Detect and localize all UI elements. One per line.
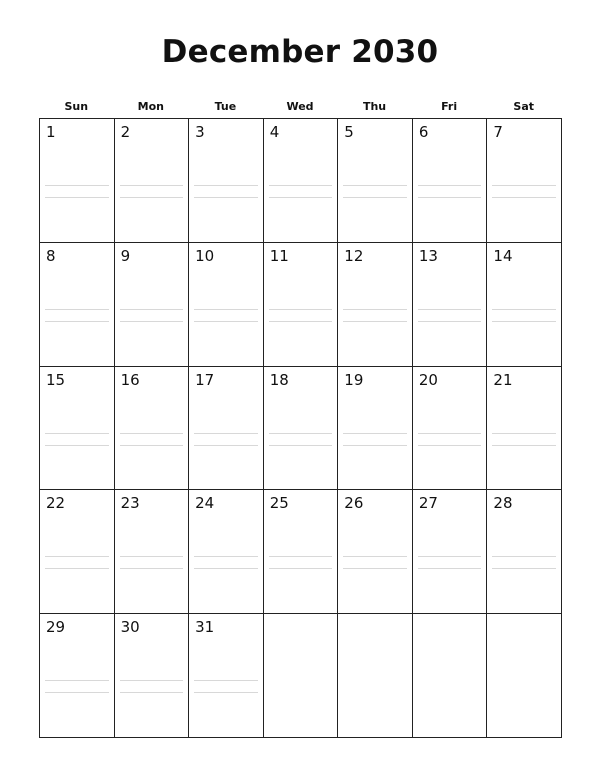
weekday-wed: Wed (286, 100, 314, 113)
note-line (194, 568, 258, 569)
day-number: 17 (195, 370, 215, 389)
day-number: 12 (344, 246, 364, 265)
day-cell (189, 490, 264, 614)
day-cell (413, 243, 488, 367)
day-cell (115, 490, 190, 614)
day-cell (264, 490, 339, 614)
day-cell (487, 367, 562, 491)
note-line (120, 692, 184, 693)
note-line (492, 433, 556, 434)
note-line (492, 568, 556, 569)
weekday-fri: Fri (441, 100, 458, 113)
note-line (269, 445, 333, 446)
day-number: 10 (195, 246, 215, 265)
day-number: 26 (344, 494, 364, 513)
day-number: 15 (46, 370, 66, 389)
note-line (45, 568, 109, 569)
note-line (343, 321, 407, 322)
day-number: 6 (418, 123, 429, 141)
note-line (194, 197, 258, 198)
day-cell (338, 243, 413, 367)
weekday-header (39, 100, 561, 114)
day-number: 20 (418, 370, 438, 389)
day-cell (413, 119, 488, 243)
day-cell (115, 614, 190, 738)
day-number: 13 (418, 246, 438, 265)
day-cell (338, 367, 413, 491)
note-line (194, 309, 258, 310)
note-line (418, 185, 482, 186)
day-number: 11 (269, 246, 289, 265)
note-line (45, 321, 109, 322)
note-line (269, 197, 333, 198)
note-line (45, 680, 109, 681)
day-number: 21 (493, 370, 513, 389)
empty-day-cell (264, 614, 339, 738)
note-line (269, 433, 333, 434)
weekday-mon: Mon (137, 100, 165, 113)
note-line (492, 556, 556, 557)
note-line (194, 433, 258, 434)
day-number: 25 (269, 494, 289, 513)
day-cell (189, 243, 264, 367)
weekday-thu: Thu (362, 100, 387, 113)
day-cell (338, 490, 413, 614)
note-line (418, 556, 482, 557)
day-cell (115, 367, 190, 491)
note-line (492, 445, 556, 446)
day-number: 19 (344, 370, 364, 389)
day-number: 1 (46, 123, 56, 141)
day-number: 5 (344, 123, 354, 141)
note-line (343, 309, 407, 310)
day-cell (189, 367, 264, 491)
day-number: 31 (195, 618, 215, 637)
day-cell (264, 119, 339, 243)
note-line (194, 185, 258, 186)
day-cell (413, 490, 488, 614)
day-cell (264, 243, 339, 367)
note-line (45, 445, 109, 446)
note-line (45, 197, 109, 198)
empty-day-cell (338, 614, 413, 738)
day-cell (115, 243, 190, 367)
note-line (194, 692, 258, 693)
day-cell (40, 243, 115, 367)
day-cell (338, 119, 413, 243)
note-line (492, 185, 556, 186)
day-cell (189, 614, 264, 738)
note-line (45, 309, 109, 310)
weekday-sun: Sun (64, 100, 89, 113)
note-line (45, 185, 109, 186)
note-line (120, 309, 184, 310)
calendar-grid (39, 118, 562, 738)
day-number: 24 (195, 494, 215, 513)
note-line (343, 185, 407, 186)
note-line (418, 445, 482, 446)
note-line (120, 185, 184, 186)
day-cell (264, 367, 339, 491)
weekday-tue: Tue (214, 100, 237, 113)
note-line (269, 568, 333, 569)
note-line (343, 568, 407, 569)
note-line (269, 321, 333, 322)
note-line (120, 568, 184, 569)
note-line (120, 556, 184, 557)
calendar-title: December 2030 (161, 34, 439, 70)
note-line (269, 309, 333, 310)
day-number: 2 (120, 123, 131, 141)
day-cell (487, 490, 562, 614)
note-line (269, 556, 333, 557)
empty-day-cell (487, 614, 562, 738)
day-number: 28 (493, 494, 513, 513)
day-cell (40, 119, 115, 243)
note-line (492, 321, 556, 322)
day-number: 27 (418, 494, 438, 513)
note-line (194, 556, 258, 557)
day-cell (40, 490, 115, 614)
day-number: 18 (269, 370, 289, 389)
note-line (269, 185, 333, 186)
day-cell (413, 367, 488, 491)
note-line (492, 309, 556, 310)
note-line (120, 680, 184, 681)
note-line (418, 433, 482, 434)
day-cell (487, 243, 562, 367)
note-line (45, 556, 109, 557)
day-number: 23 (120, 494, 140, 513)
note-line (120, 445, 184, 446)
day-number: 7 (493, 123, 503, 141)
empty-day-cell (413, 614, 488, 738)
day-number: 30 (120, 618, 140, 637)
day-number: 9 (120, 246, 131, 265)
note-line (418, 197, 482, 198)
note-line (194, 445, 258, 446)
note-line (194, 680, 258, 681)
day-number: 4 (269, 123, 280, 141)
day-cell (487, 119, 562, 243)
note-line (120, 321, 184, 322)
note-line (45, 692, 109, 693)
day-number: 8 (46, 246, 56, 265)
note-line (45, 433, 109, 434)
note-line (194, 321, 258, 322)
note-line (343, 445, 407, 446)
note-line (343, 433, 407, 434)
day-number: 22 (46, 494, 66, 513)
day-cell (40, 367, 115, 491)
day-cell (189, 119, 264, 243)
note-line (418, 309, 482, 310)
day-number: 16 (120, 370, 140, 389)
day-number: 29 (46, 618, 66, 637)
day-number: 3 (195, 123, 205, 141)
day-cell (115, 119, 190, 243)
note-line (418, 321, 482, 322)
note-line (120, 433, 184, 434)
note-line (343, 556, 407, 557)
note-line (120, 197, 184, 198)
note-line (343, 197, 407, 198)
note-line (492, 197, 556, 198)
weekday-sat: Sat (513, 100, 534, 113)
day-cell (40, 614, 115, 738)
note-line (418, 568, 482, 569)
day-number: 14 (493, 246, 513, 265)
